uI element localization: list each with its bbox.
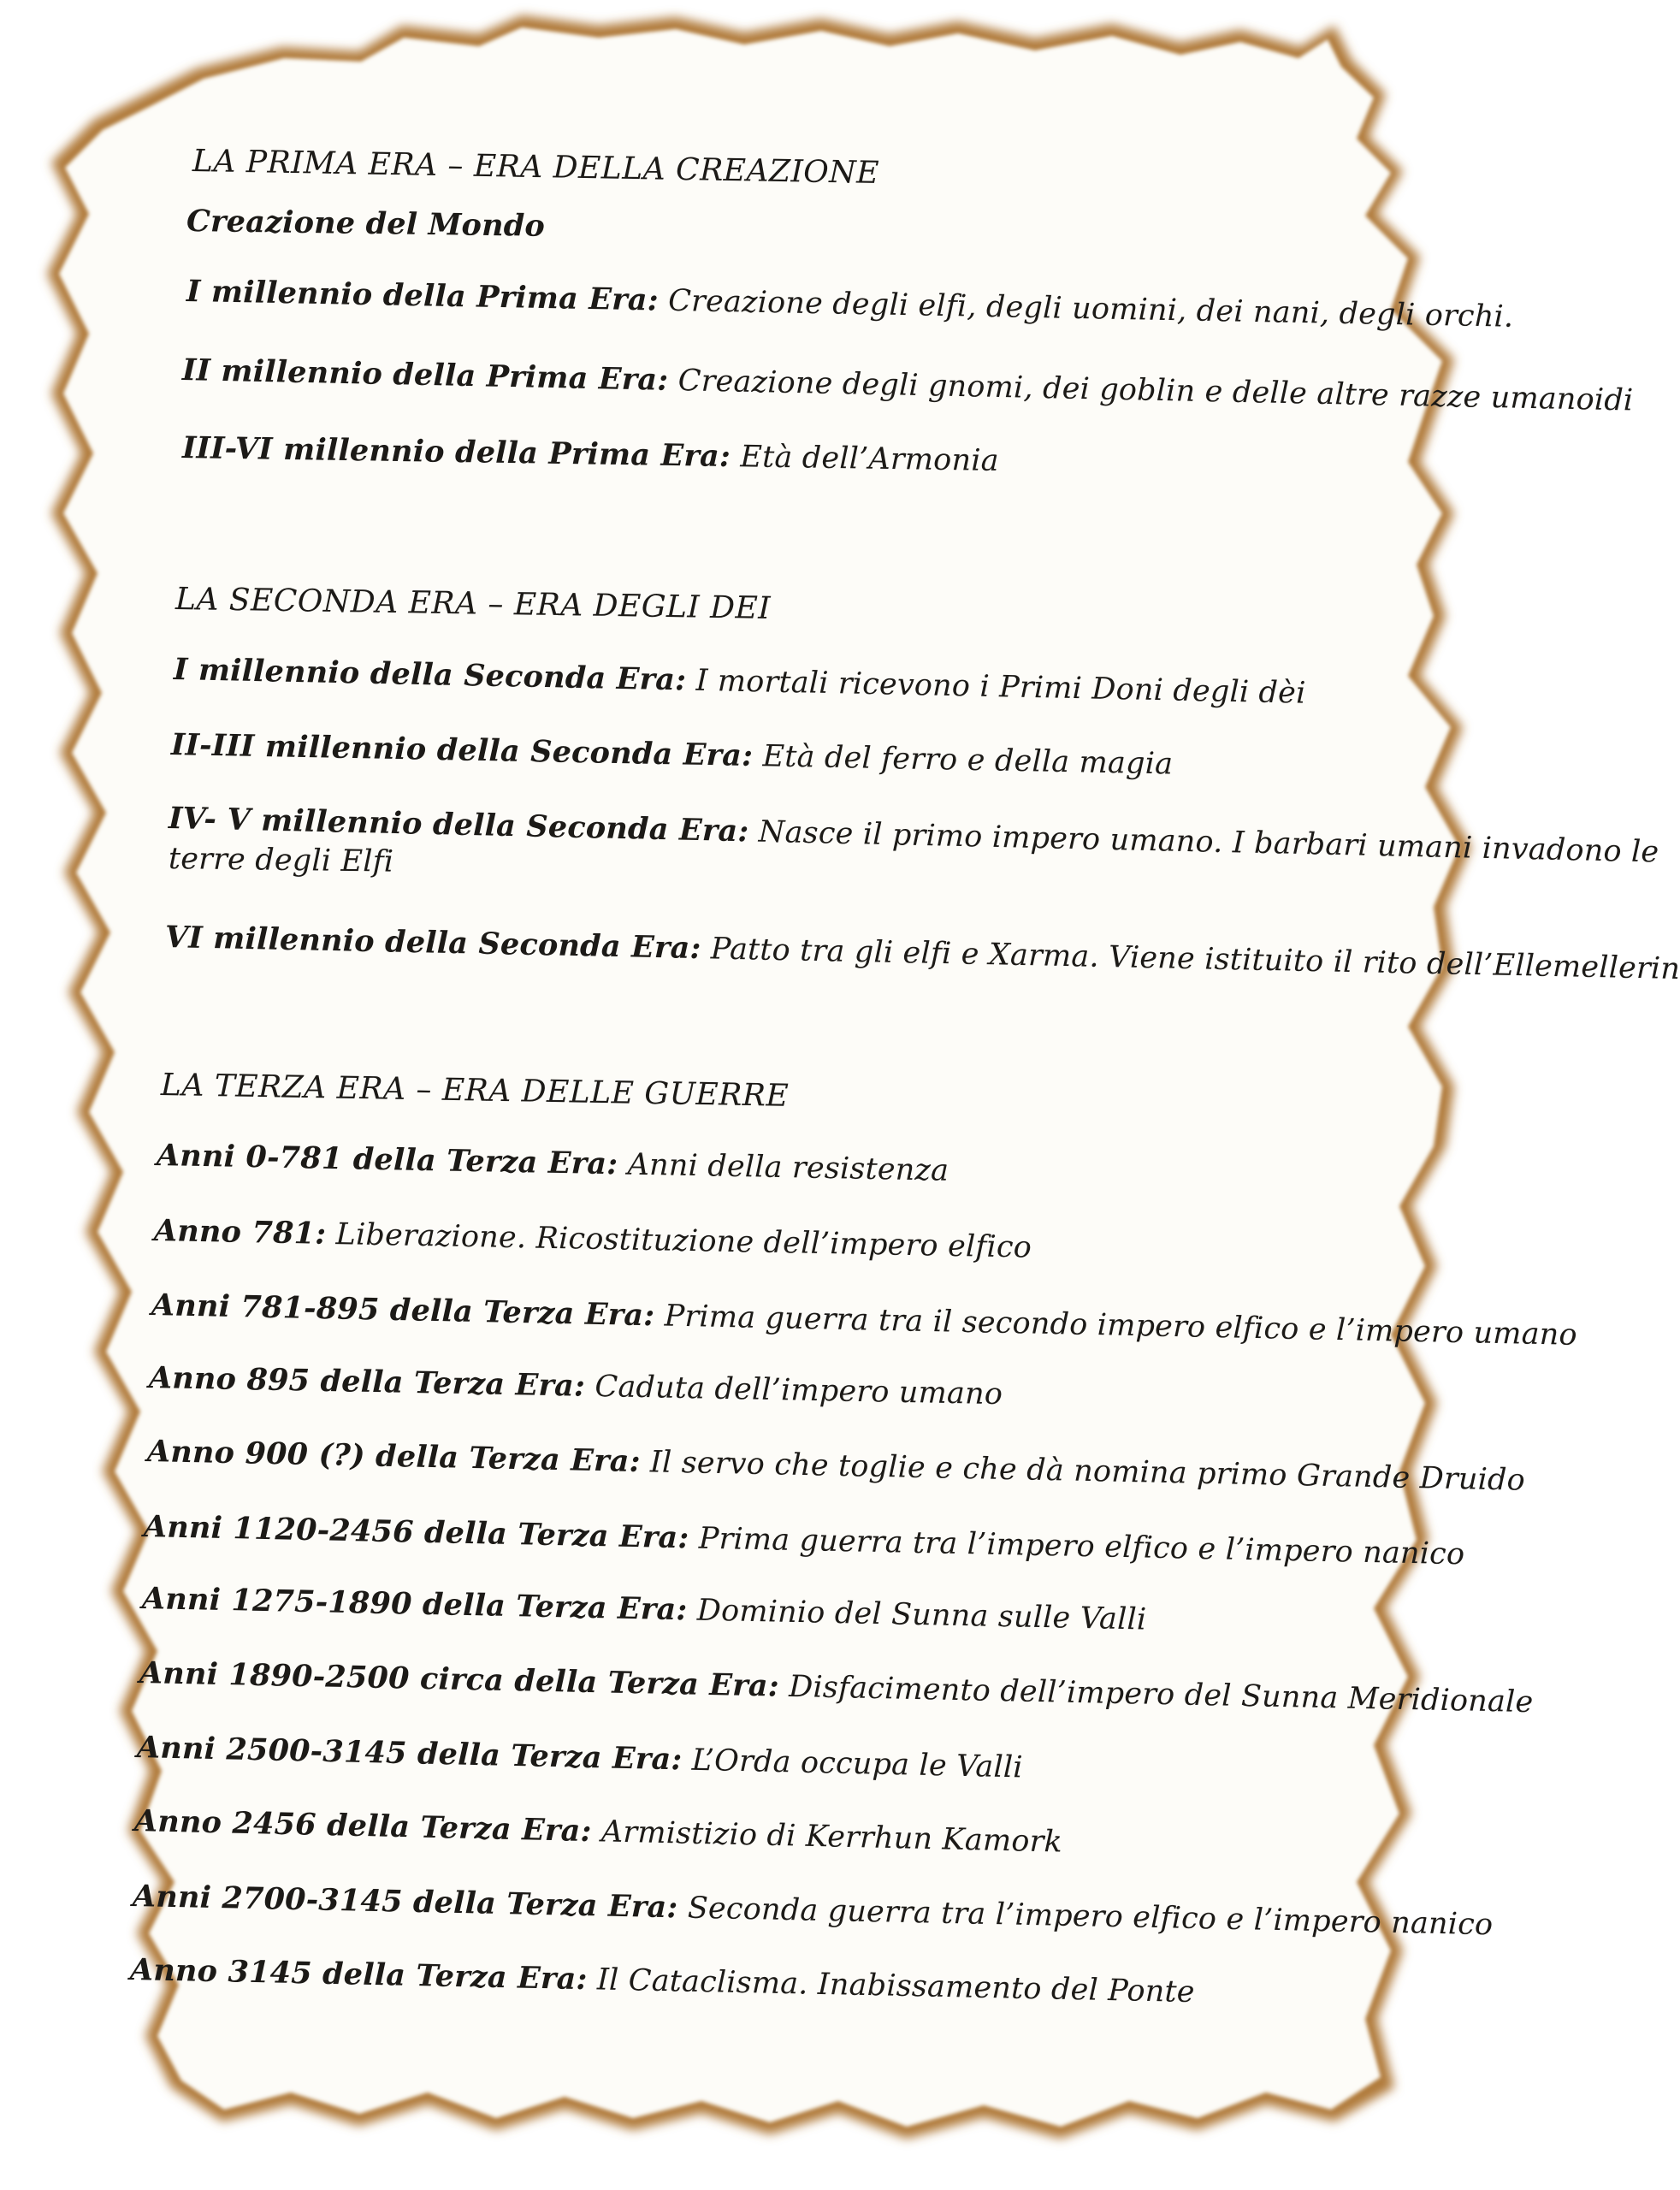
timeline-entry (134, 1803, 1063, 1860)
entry-text: Prima guerra tra l’impero elfico e l’impero nanico (698, 1521, 1465, 1572)
timeline-entry (154, 1213, 1032, 1265)
entry-text: Anni della resistenza (627, 1147, 949, 1188)
entry-text: Seconda guerra tra l’impero elfico e l’impero nanico (687, 1891, 1494, 1943)
entry-label: Anni 0-781 della Terza Era: (156, 1138, 618, 1182)
entry-text: Il Cataclisma. Inabissamento del Ponte (596, 1962, 1196, 2010)
entry-label: II millennio della Prima Era: (181, 352, 669, 398)
timeline-entry (142, 1581, 1147, 1637)
timeline-entry (182, 352, 1634, 418)
entry-text: I mortali ricevono i Primi Doni degli dèi (695, 663, 1306, 711)
section-heading-prima-era: LA PRIMA ERA – ERA DELLA CREAZIONE (192, 144, 880, 192)
entry-label: Anno 2456 della Terza Era: (133, 1803, 593, 1850)
entry-label: Anni 781-895 della Terza Era: (151, 1287, 655, 1334)
entry-label: IV- V millennio della Seconda Era: (168, 801, 749, 849)
entry-text: Caduta dell’impero umano (595, 1370, 1003, 1412)
entry-text: Dominio del Sunna sulle Valli (696, 1593, 1147, 1637)
entry-label: I millennio della Prima Era: (186, 274, 660, 318)
entry-label: Anni 2700-3145 della Terza Era: (132, 1879, 678, 1926)
entry-text: Nasce il primo impero umano. I barbari umani invadono le (758, 814, 1659, 870)
entry-text: Disfacimento dell’impero del Sunna Meridionale (788, 1669, 1534, 1720)
entry-label: Anni 1120-2456 della Terza Era: (143, 1509, 689, 1556)
entry-label: Anno 895 della Terza Era: (148, 1360, 586, 1404)
timeline-entry (174, 652, 1306, 711)
entry-text: Creazione degli elfi, degli uomini, dei nani, degli orchi. (667, 283, 1514, 334)
section-heading-terza-era: LA TERZA ERA – ERA DELLE GUERRE (160, 1068, 790, 1114)
entry-label: Anno 900 (?) della Terza Era: (146, 1434, 642, 1480)
entry-text: Patto tra gli elfi e Xarma. Viene istituito il rito dell’Ellemellerin (710, 932, 1680, 987)
timeline-entry (171, 727, 1174, 781)
entry-label: III-VI millennio della Prima Era: (181, 430, 731, 475)
entry-text: Il servo che toglie e che dà nomina primo Grande Druido (649, 1445, 1526, 1498)
entry-text: L’Orda occupa le Valli (691, 1743, 1024, 1785)
timeline-entry (149, 1360, 1003, 1412)
entry-label: Anno 781: (153, 1213, 327, 1252)
timeline-entry (186, 274, 1514, 334)
entry-label: VI millennio della Seconda Era: (164, 920, 702, 967)
entry-label: Anni 1275-1890 della Terza Era: (141, 1581, 688, 1628)
timeline-entry (130, 1952, 1196, 2009)
entry-label: Anni 2500-3145 della Terza Era: (136, 1730, 683, 1778)
entry-label: II-III millennio della Seconda Era: (170, 727, 754, 774)
entry-label: I millennio della Seconda Era: (173, 652, 687, 698)
timeline-entry (147, 1434, 1526, 1498)
section-heading-seconda-era: LA SECONDA ERA – ERA DEGLI DEI (175, 582, 772, 626)
entry-text: Età del ferro e della magia (762, 739, 1174, 782)
timeline-entry (182, 430, 999, 478)
entry-text: Età dell’Armonia (740, 440, 1000, 478)
timeline-entry-continuation (169, 842, 394, 879)
timeline-entry (144, 1509, 1465, 1571)
entry-text: Armistizio di Kerrhun Kamork (600, 1814, 1063, 1860)
section-subtitle-creazione: Creazione del Mondo (186, 204, 546, 244)
entry-text: Prima guerra tra il secondo impero elfico e l’impero umano (664, 1299, 1578, 1352)
timeline-entry (157, 1138, 949, 1188)
entry-label: Anno 3145 della Terza Era: (129, 1952, 589, 1998)
timeline-entry (137, 1730, 1024, 1785)
timeline-entry (151, 1287, 1578, 1352)
entry-text: Creazione degli gnomi, dei goblin e delle altre razze umanoidi (677, 364, 1634, 418)
entry-text: terre degli Elfi (168, 842, 394, 879)
entry-label: Anni 1890-2500 circa della Terza Era: (139, 1655, 780, 1704)
entry-text: Liberazione. Ricostituzione dell’impero elfico (335, 1217, 1032, 1265)
timeline-entry (165, 920, 1680, 986)
timeline-entry (139, 1655, 1534, 1719)
timeline-entry (133, 1879, 1494, 1942)
